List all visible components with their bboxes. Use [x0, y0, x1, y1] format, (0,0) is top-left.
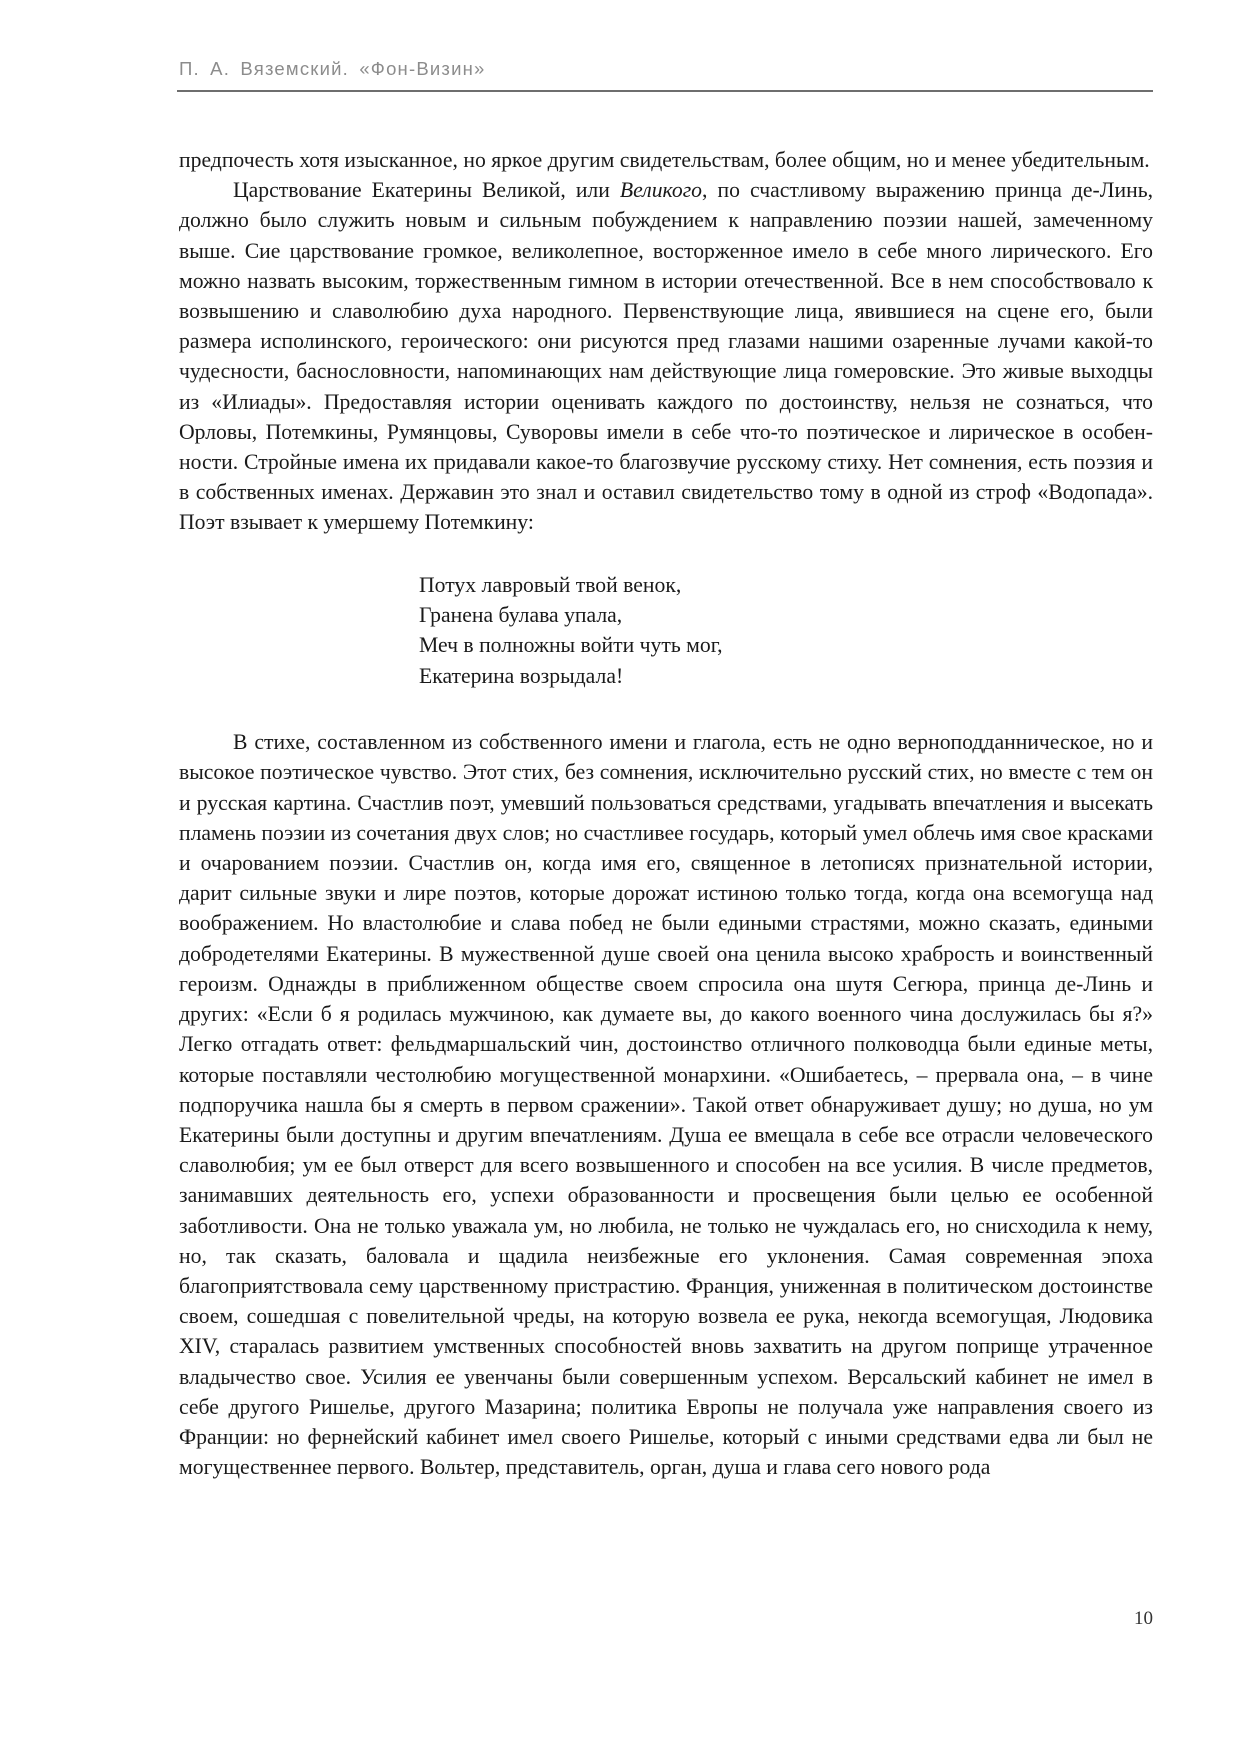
verse-quotation: [419, 570, 1153, 692]
page-header: [177, 56, 1153, 92]
paragraph: [179, 727, 1153, 1482]
italic-emphasis: Великого: [619, 178, 703, 203]
running-head: П. А. Вяземский. «Фон-Визин»: [179, 58, 486, 79]
body-text: [179, 145, 1153, 1482]
text-segment: , по счастливому выражению принца де-Линь, должно было служить новым и сильным побуждением к направлению поэзии нашей, замеченному выше. Сие царствование громкое, великолепное, восторженное имело в себе много лирического. Его можно назвать высоким, торжественным гимном в истории отечественной. Все в нем способствовало к возвышению и славолюбию духа народного. Первенствующие лица, явившиеся на сцене его, были размера исполинского, героического: они рисуются пред глазами нашими озаренные лучами какой-то чудесности, баснословности, напоминающих нам действующие лица гомеровские. Это живые выходцы из «Илиады». Предоставляя истории оценивать каждого по достоинству, нельзя не сознаться, что Орловы, Потемкины, Румянцовы, Суворовы имели в себе что-то поэтическое и лирическое в особенности. Стройные имена их придавали какое-то благозвучие русскому стиху. Нет сомнения, есть поэзия и в собственных именах. Державин это знал и оставил свидетельство тому в одной из строф «Водопада». Поэт взывает к умершему Потемкину:: [179, 178, 1154, 535]
paragraph: [179, 145, 1153, 175]
text-segment: В стихе, составленном из собственного имени и глагола, есть не одно верноподданническое, но и высокое поэтическое чувство. Этот стих, без сомнения, исключительно русский стих, но вместе с тем он и русская картина. Счастлив поэт, умевший пользоваться средствами, угадывать впечатления и высекать пламень поэзии из сочетания двух слов; но счастливее государь, который умел облечь имя свое красками и очарованием поэзии. Счастлив он, когда имя его, священное в летописях признательной истории, дарит сильные звуки и лире поэтов, которые дорожат истиною только тогда, когда она всемогуща над воображением. Но властолюбие и слава побед не были едиными страстями, можно сказать, едиными добродетелями Екатерины. В мужественной душе своей она ценила высоко храбрость и воинственный героизм. Однажды в приближенном обществе своем спросила она шутя Сегюра, принца де-Линь и других: «Если б я родилась мужчиною, как думаете вы, до какого военного чина дослужилась бы я?» Легко отгадать ответ: фельдмаршальский чин, достоинство отличного полководца были единые меты, которые поставляли честолюбию могущественной монархини. «Ошибаетесь, – прервала она, – в чине подпоручика нашла бы я смерть в первом сражении». Такой ответ обнаруживает душу; но душа, но ум Екатерины были доступны и другим впечатлениям. Душа ее вмещала в себе все отрасли человеческого славолюбия; ум ее был отверст для всего возвышенного и способен на все усилия. В числе предметов, занимавших деятельность его, успехи образованности и просвещения были целью ее особенной заботливости. Она не только уважала ум, но любила, не только не чуждалась его, но снисходила к нему, но, так сказать, баловала и щадила неизбежные его уклонения. Самая современная эпоха благоприятствовала сему царственному пристрастию. Франция, униженная в политическом достоинстве своем, сошедшая с повелительной чреды, на которую возвела ее рука, некогда всемогущая, Людовика XIV, старалась развитием умственных способностей вновь захватить на другом поприще утраченное владычество свое. Усилия ее увенчаны были совершенным успехом. Версальский кабинет не имел в себе другого Ришелье, другого Мазарина; политика Европы не получала уже направления своего из Франции: но фернейский кабинет имел своего Ришелье, который с иными средствами едва ли был не могущественнее первого. Вольтер, представитель, орган, душа и глава сего нового рода: [179, 730, 1153, 1480]
text-segment: Царствование Екатерины Великой, или: [233, 178, 620, 203]
paragraph: [179, 175, 1153, 537]
verse-line: Гранена булава упала,: [419, 603, 623, 628]
page-number: 10: [1134, 1608, 1153, 1629]
paragraphs-before-verse: [179, 145, 1153, 538]
paragraphs-after-verse: [179, 727, 1153, 1482]
verse-line: Меч в полножны войти чуть мог,: [419, 633, 723, 658]
verse-line: Екатерина возрыдала!: [419, 663, 624, 688]
verse-line: Потух лавровый твой венок,: [419, 572, 682, 597]
text-segment: предпочесть хотя изысканное, но яркое другим свидетельствам, более общим, но и менее убедительным.: [179, 148, 1150, 172]
